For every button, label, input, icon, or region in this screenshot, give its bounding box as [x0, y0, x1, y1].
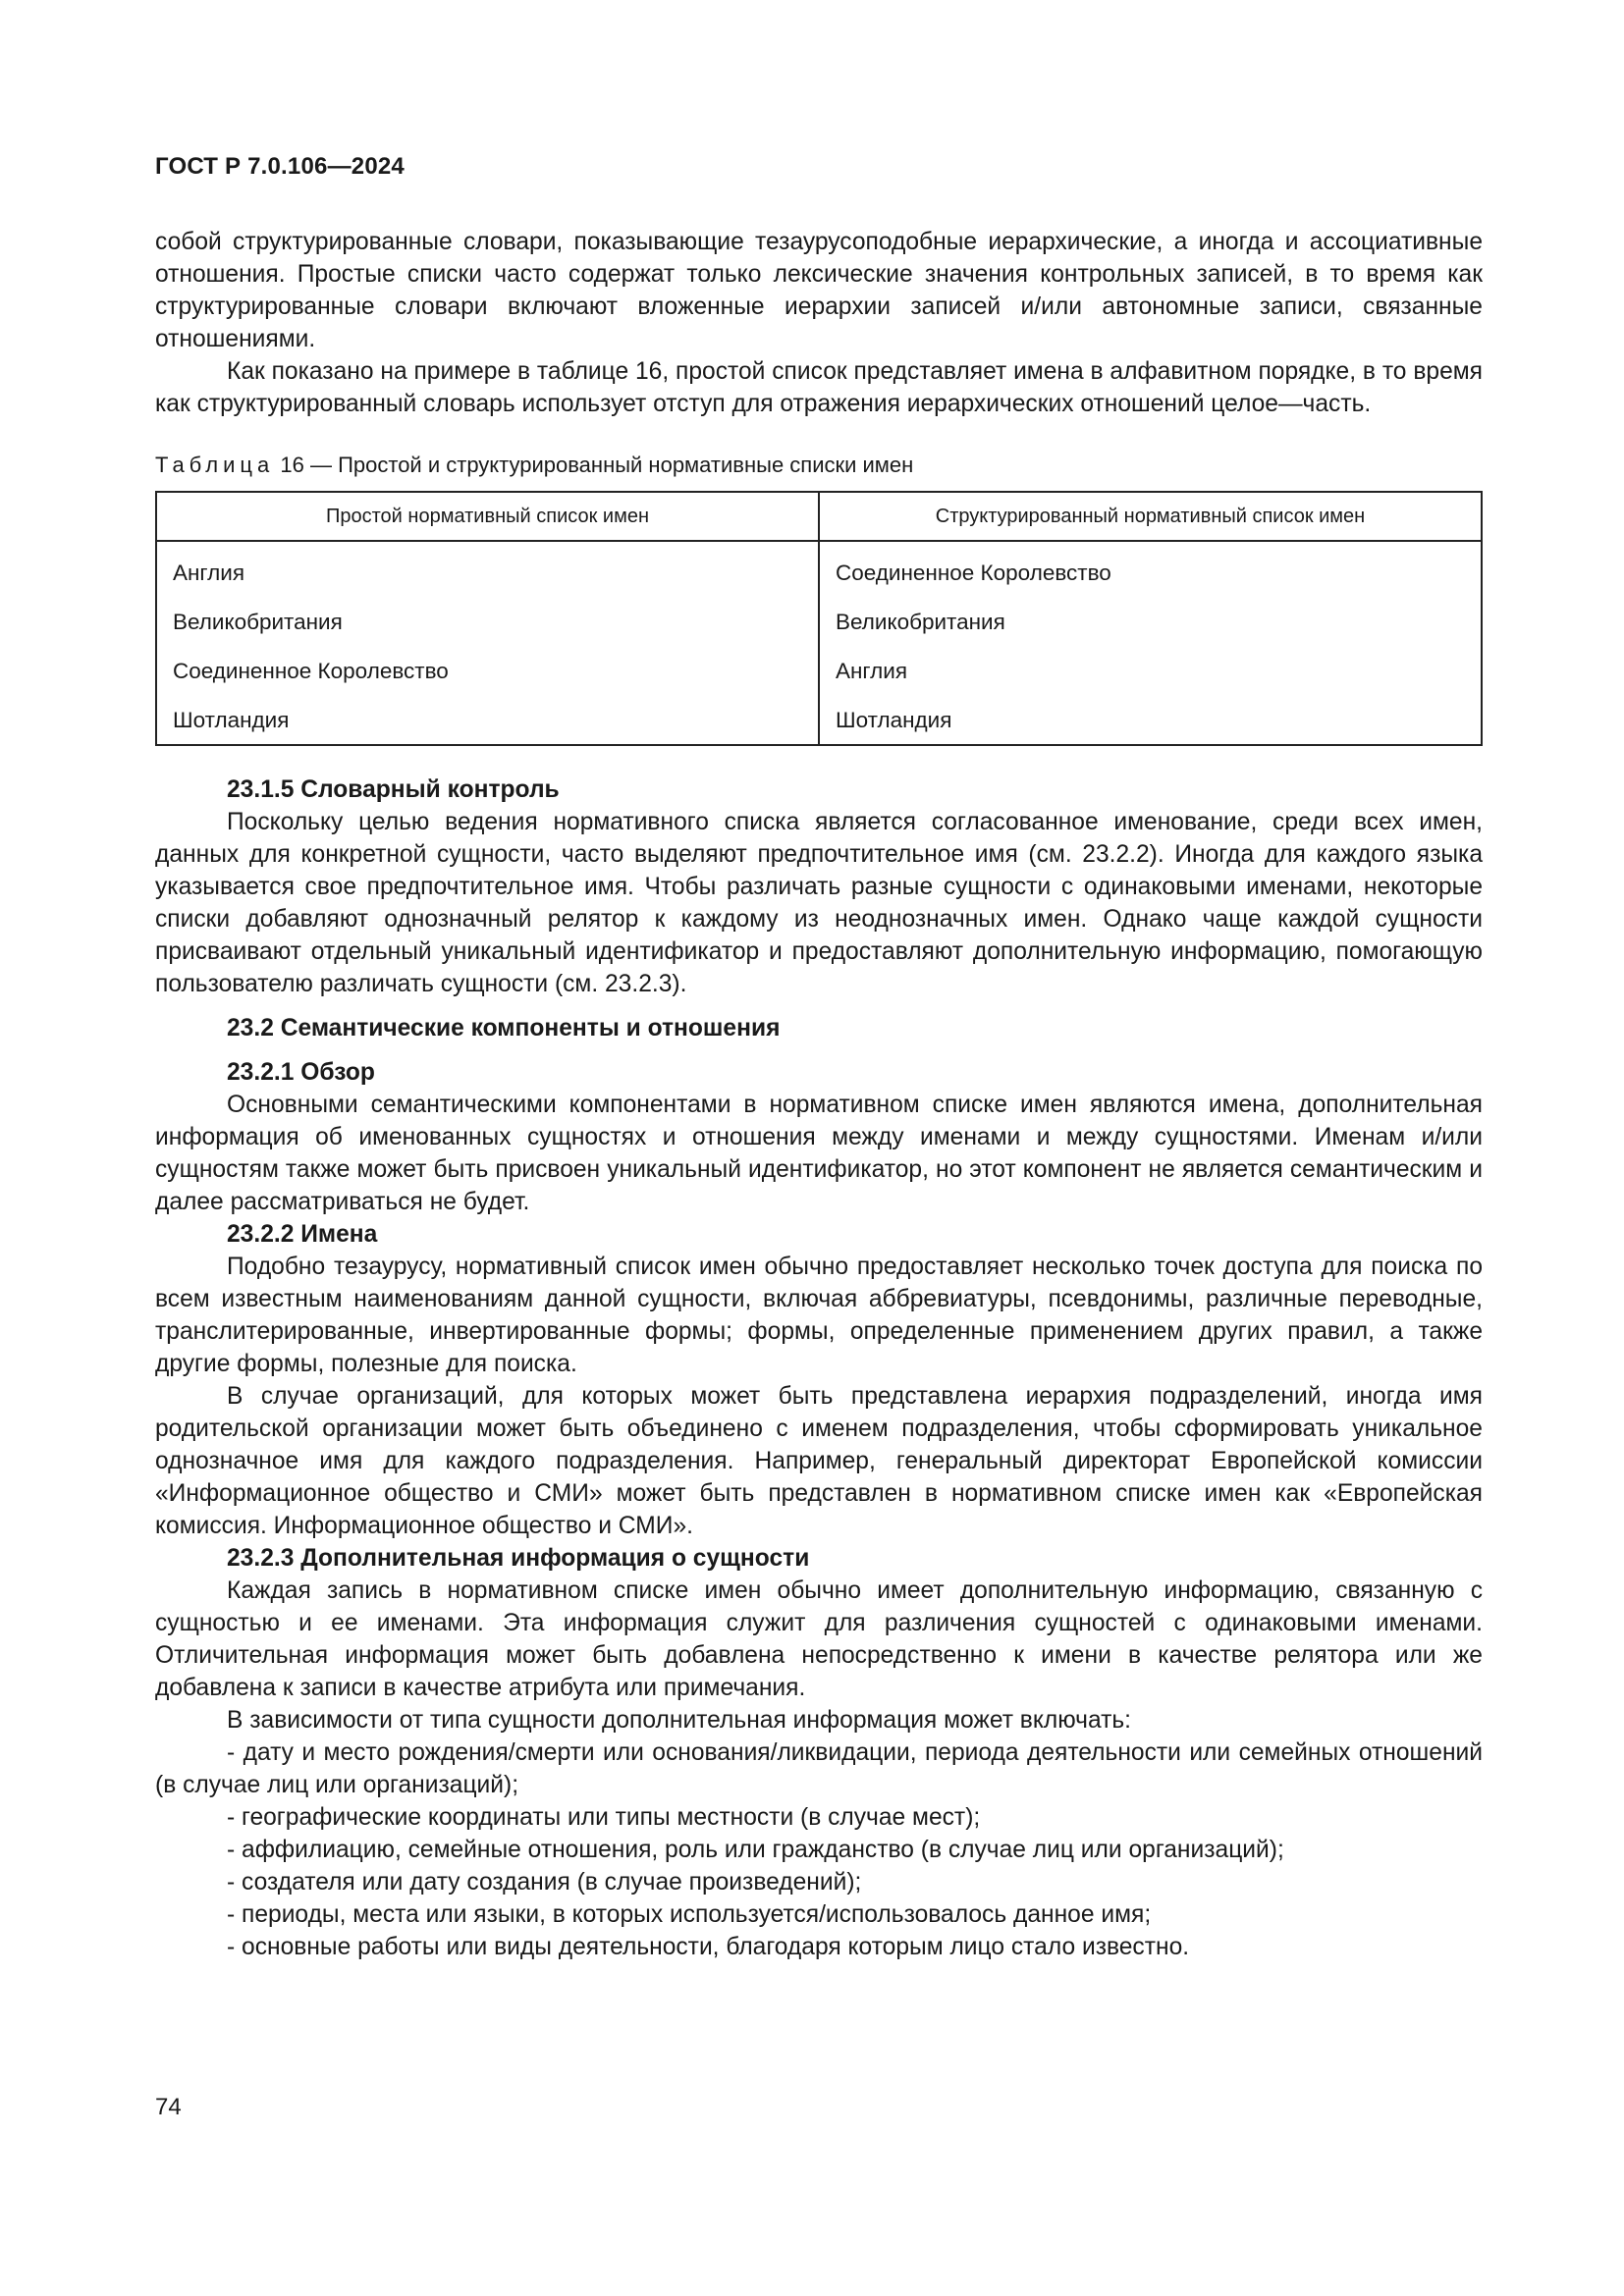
- document-header: ГОСТ Р 7.0.106—2024: [155, 153, 405, 180]
- paragraph: Как показано на примере в таблице 16, простой список представляет имена в алфавитном порядке, в то время как структурированный словарь использует отступ для отражения иерархических отношений целое—часть.: [155, 358, 1483, 417]
- table-row: [156, 597, 1482, 646]
- section-heading: 23.2 Семантические компоненты и отношения: [227, 1015, 781, 1041]
- list-item: - дату и место рождения/смерти или основания/ликвидации, периода деятельности или семейных отношений (в случае лиц или организаций);: [155, 1739, 1483, 1798]
- table-caption-text: 16 — Простой и структурированный нормативные списки имен: [280, 453, 914, 477]
- table-caption-label: Таблица: [155, 453, 275, 477]
- list-item: - создателя или дату создания (в случае произведений);: [227, 1869, 862, 1896]
- section-heading: 23.1.5 Словарный контроль: [227, 776, 560, 803]
- paragraph: Поскольку целью ведения нормативного списка является согласованное именование, среди всех имен, данных для конкретной сущности, часто выделяют предпочтительное имя (см. 23.2.2). Иногда для каждого языка указывается свое предпочтительное имя. Чтобы различать разные сущности с одинаковыми именами, некоторые списки добавляют однозначный релятор к каждому из неоднозначных имен. Однако чаще каждой сущности присваивают отдельный уникальный идентификатор и предоставляют дополнительную информацию, помогающую пользователю различать сущности (см. 23.2.3).: [155, 809, 1483, 997]
- section-heading: 23.2.2 Имена: [227, 1221, 378, 1248]
- table-cell-structured: Великобритания: [836, 609, 1005, 634]
- table-caption: [155, 452, 1483, 479]
- paragraph: Каждая запись в нормативном списке имен обычно имеет дополнительную информацию, связанную с сущностью и ее именами. Эта информация служит для различения сущностей с одинаковыми именами. Отличительная информация может быть добавлена непосредственно к имени в качестве релятора или же добавлена к записи в качестве атрибута или примечания.: [155, 1577, 1483, 1701]
- names-table: [155, 491, 1483, 746]
- table-header-row: [156, 492, 1482, 541]
- list-item: - аффилиацию, семейные отношения, роль или гражданство (в случае лиц или организаций);: [227, 1837, 1284, 1863]
- table-row: [156, 541, 1482, 597]
- paragraph: Подобно тезаурусу, нормативный список имен обычно предоставляет несколько точек доступа для поиска по всем известным наименованиям данной сущности, включая аббревиатуры, псевдонимы, различные переводные, транслитерированные, инвертированные формы; формы, определенные применением других правил, а также другие формы, полезные для поиска.: [155, 1254, 1483, 1377]
- column-header-simple: Простой нормативный список имен: [156, 492, 819, 541]
- table-row: [156, 646, 1482, 695]
- table-cell-structured: Шотландия: [836, 707, 952, 732]
- page-number: 74: [155, 2094, 182, 2120]
- table-cell-simple: Великобритания: [156, 597, 819, 646]
- table-cell-simple: Соединенное Королевство: [156, 646, 819, 695]
- section-heading: 23.2.3 Дополнительная информация о сущности: [227, 1545, 810, 1572]
- table-cell-structured: Англия: [836, 658, 908, 683]
- table-cell-structured: Соединенное Королевство: [836, 560, 1111, 585]
- page-content: [155, 226, 1483, 1963]
- table-row: [156, 695, 1482, 745]
- table-cell-simple: Шотландия: [156, 695, 819, 745]
- list-item: - географические координаты или типы местности (в случае мест);: [227, 1804, 981, 1831]
- paragraph: В зависимости от типа сущности дополнительная информация может включать:: [227, 1707, 1132, 1734]
- paragraph: Основными семантическими компонентами в нормативном списке имен являются имена, дополнительная информация об именованных сущностях и отношения между именами и между сущностями. Именам и/или сущностям также может быть присвоен уникальный идентификатор, но этот компонент не является семантическим и далее рассматриваться не будет.: [155, 1092, 1483, 1215]
- column-header-structured: Структурированный нормативный список имен: [819, 492, 1482, 541]
- table-cell-simple: Англия: [156, 541, 819, 597]
- paragraph: собой структурированные словари, показывающие тезаурусоподобные иерархические, а иногда и ассоциативные отношения. Простые списки часто содержат только лексические значения контрольных записей, в то время как структурированные словари включают вложенные иерархии записей и/или автономные записи, связанные отношениями.: [155, 229, 1483, 352]
- section-heading: 23.2.1 Обзор: [227, 1059, 375, 1086]
- list-item: - основные работы или виды деятельности, благодаря которым лицо стало известно.: [227, 1934, 1190, 1960]
- list-item: - периоды, места или языки, в которых используется/использовалось данное имя;: [227, 1901, 1152, 1928]
- paragraph: В случае организаций, для которых может быть представлена иерархия подразделений, иногда имя родительской организации может быть объединено с именем подразделения, чтобы сформировать уникальное однозначное имя для каждого подразделения. Например, генеральный директорат Европейской комиссии «Информационное общество и СМИ» может быть представлен в нормативном списке имен как «Европейская комиссия. Информационное общество и СМИ».: [155, 1383, 1483, 1539]
